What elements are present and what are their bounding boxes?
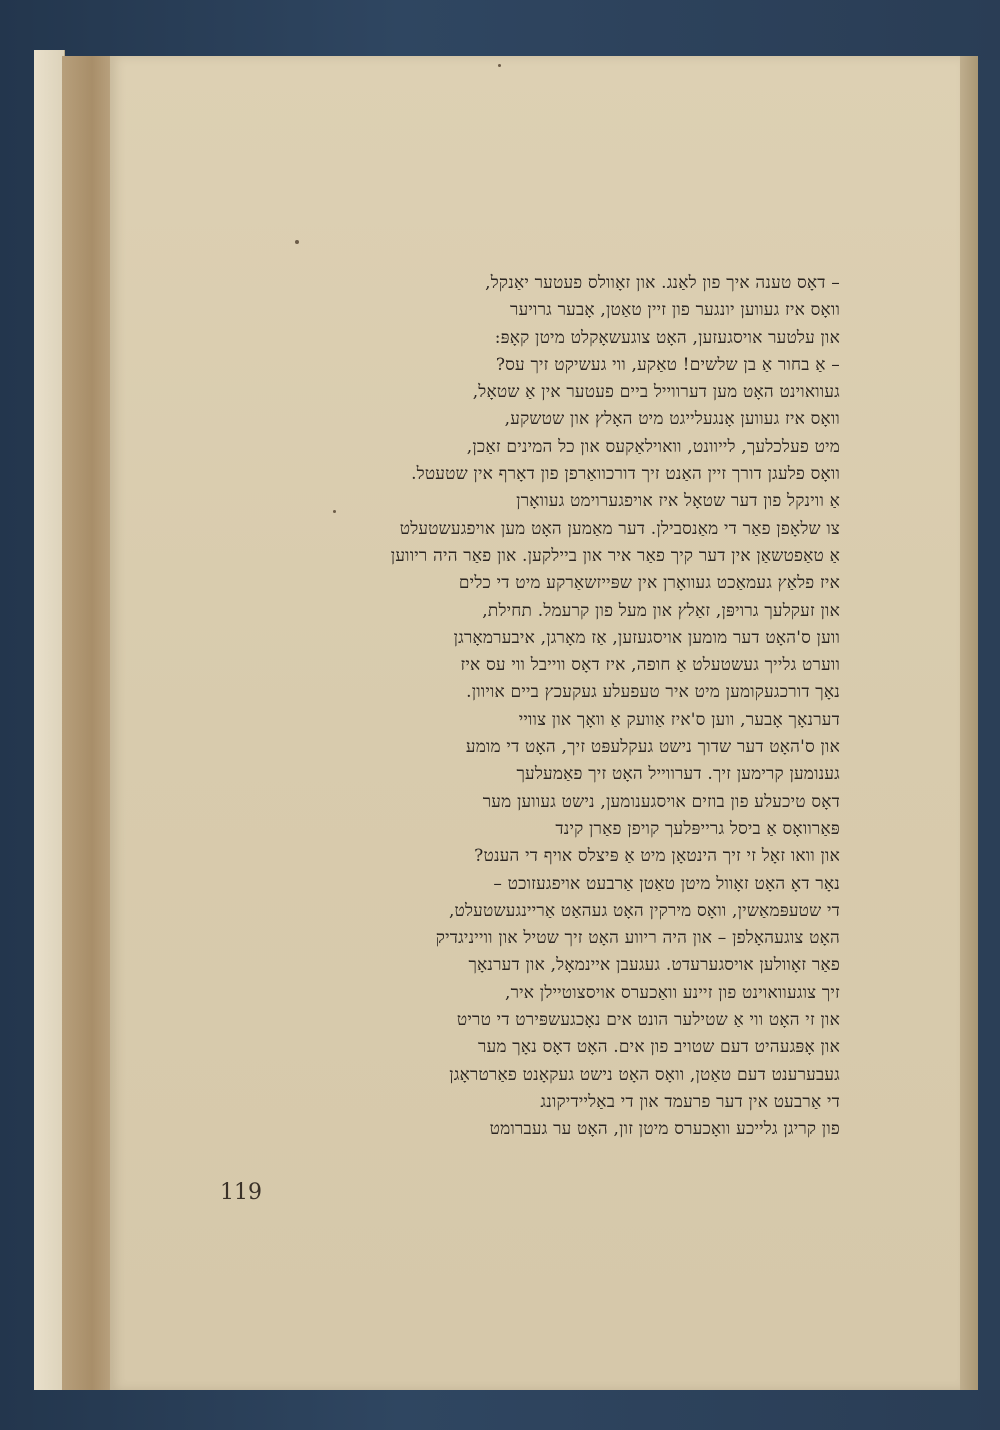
text-line: נאָר דאָ האָט זאָוול מיטן טאַטן אַרבעט אויפגעזוכט –: [493, 873, 840, 894]
text-line: מיט פעלכלעך, לייוונט, וואוילאַקעס און כל המינים זאַכן,: [466, 436, 840, 457]
text-line: גענומען קרימען זיך. דערווייל האָט זיך פאַמעלעך: [516, 764, 840, 785]
text-line: איז פלאַץ געמאַכט געוואָרן אין שפּייזשאַרקע מיט די כלים: [458, 573, 840, 594]
paper-speck: [295, 240, 299, 244]
text-line: ווען ס'האָט דער מומען אויסגעזען, אַז מאָרגן, איבערמאָרגן: [453, 627, 840, 648]
text-line: די שטעפּמאַשין, וואָס מירקין האָט געהאַט אַריינגעשטעלט,: [448, 900, 840, 921]
text-line: פון קריגן גלייכע וואָכערס מיטן זון, האָט ער געברומט: [489, 1119, 840, 1140]
body-text: [226, 270, 840, 1144]
text-line: ווערט גלייך געשטעלט אַ חופה, איז דאָס ווייבל ווי עס איז: [460, 655, 840, 676]
text-line: נאָך דורכגעקומען מיט איר טעפעלע געקעכץ ביים אויוון.: [466, 682, 840, 703]
text-line: און זעקלעך גרויפּן, זאַלץ און מעל פון קרעמל. תחילת,: [482, 600, 840, 621]
text-line: – דאָס טענה איך פון לאַנג. און זאָוולס פעטער יאַנקל,: [485, 273, 840, 293]
text-line: אַ טאַפטשאַן אין דער קיך פאַר איר און ביילקען. און פאַר היה ריווען: [390, 545, 840, 566]
next-page-edge: [960, 56, 978, 1390]
flyleaf-edge: [34, 50, 65, 1390]
text-line: – אַ בחור אַ בן שלשים! טאַקע, ווי געשיקט זיך עס?: [495, 354, 840, 375]
text-line: פּאַרוואָס אַ ביסל גרייפּלעך קויפן פאַרן קינד: [555, 818, 840, 839]
text-line: געבערענט דעם טאַטן, וואָס האָט נישט געקאָנט פאַרטראָגן: [449, 1064, 840, 1085]
text-line: פאַר זאָוולען אויסגערעדט. געגעבן איינמאָל, און דערנאָך: [468, 955, 840, 976]
page-number: 119: [220, 1180, 262, 1205]
text-line: האָט צוגעהאָלפן – און היה ריווע האָט זיך שטיל און ווייניגדיק: [435, 928, 840, 949]
text-line: וואָס פלעגן דורך זיין האַנט זיך דורכוואַרפן פון דאָרף אין שטעטל.: [411, 464, 840, 485]
book-cover-edge: [978, 60, 1000, 1390]
text-line: וואָס איז געווען יונגער פון זיין טאַטן, אָבער גרויער: [510, 300, 840, 321]
text-line: אַ ווינקל פון דער שטאָל איז אויפגערוימט געוואָרן: [516, 491, 840, 512]
text-line: און עלטער אויסגעזען, האָט צוגעשאָקלט מיטן קאָפּ:: [494, 327, 840, 348]
text-line: זיך צוגעוואוינט פון זיינע וואַכערס אויסצוטיילן איר,: [504, 982, 840, 1003]
text-line: און אָפּגעהיט דעם שטויב פון אים. האָט דאָס נאָך מער: [478, 1037, 840, 1058]
page-gutter: [62, 56, 112, 1390]
text-line: צו שלאָפן פאַר די מאַנסבילן. דער מאַמען האָט מען אויפגעשטעלט: [399, 518, 840, 539]
text-line: די אַרבעט אין דער פרעמד און די באַליידיקונג: [540, 1091, 840, 1112]
text-line: דאָס טיכעלע פון בוזים אויסגענומען, נישט געווען מער: [482, 791, 840, 812]
text-line: און זי האָט ווי אַ שטילער הונט אים נאָכגעשפּירט די טריט: [456, 1010, 840, 1031]
text-line: געוואוינט האָט מען דערווייל ביים פעטער אין אַ שטאָל,: [472, 382, 840, 403]
text-line: דערנאָך אָבער, ווען ס'איז אַוועק אַ וואָך און צוויי: [518, 709, 840, 730]
text-line: און וואו זאָל זי זיך הינטאָן מיט אַ פּיצלס אויף די הענט?: [474, 846, 840, 867]
paper-speck: [498, 64, 501, 67]
text-line: און ס'האָט דער שדוך נישט געקלעפּט זיך, האָט די מומע: [465, 737, 840, 758]
text-line: וואָס איז געווען אָנגעלייגט מיט האָלץ און שטשקע,: [504, 409, 840, 430]
